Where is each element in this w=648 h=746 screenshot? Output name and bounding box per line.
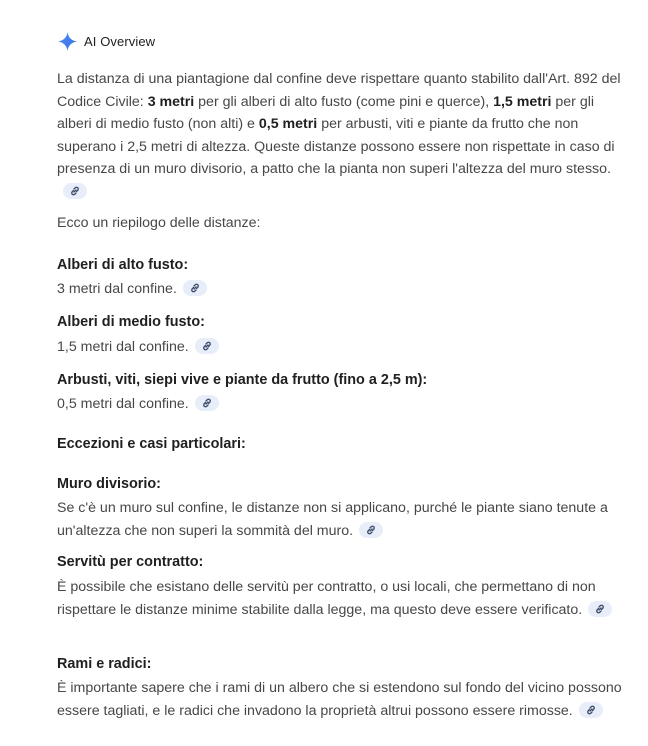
intro-text: per arbusti, viti e piante da frutto che non superano i 2,5 metri di altezza. Queste distanze possono essere non rispettate in caso di presenza di un muro divisorio, a patto che la pianta non superi l'altezza del muro stesso. [57,116,615,178]
distance-text-arbusti [57,393,629,415]
sparkle-icon [57,31,78,52]
exception-text: Se c'è un muro sul confine, le distanze non si applicano, purché le piante siano tenute a un'altezza che non superi la sommità del muro. [57,500,608,539]
source-link-button[interactable] [579,702,603,718]
intro-text: per gli alberi di medio fusto (non alti) e [57,93,595,133]
exception-text-servitu [57,576,629,621]
link-icon [201,397,213,409]
link-icon [201,340,213,352]
intro-text: La distanza di una piantagione dal confine deve rispettare quanto stabilito dall'Art. 892 del Codice Civile: [57,71,621,110]
exception-text: È possibile che esistano delle servitù per contratto, o usi locali, che permettano di non rispettare le distanze minime stabilite dalla legge, ma questo deve essere verificato. [57,579,596,618]
source-link-button[interactable] [183,280,207,296]
intro-bold-0-5m: 0,5 metri [258,116,318,133]
distance-text-alto-fusto [57,278,629,300]
intro-bold-1-5m: 1,5 metri [493,93,552,110]
link-icon [189,282,201,294]
link-icon [585,704,597,716]
link-icon [594,603,606,615]
exceptions-heading: Eccezioni e casi particolari: [57,436,246,452]
intro-text: per gli alberi di alto fusto (come pini e querce), [194,93,494,110]
summary-intro: Ecco un riepilogo delle distanze: [57,215,261,231]
exception-text-muro [57,497,629,542]
source-link-button[interactable] [195,338,219,354]
distance-title-arbusti: Arbusti, viti, siepi vive e piante da frutto (fino a 2,5 m): [57,372,428,388]
distance-text: 3 metri dal confine. [57,281,177,297]
source-link-button[interactable] [63,183,87,199]
intro-paragraph [57,68,629,204]
exception-title-servitu: Servitù per contratto: [57,554,204,570]
source-link-button[interactable] [588,601,612,617]
ai-overview-header [57,30,155,52]
link-icon [365,524,377,536]
ai-overview-title: AI Overview [84,33,156,49]
distance-text: 1,5 metri dal confine. [57,339,189,355]
distance-text-medio-fusto [57,336,629,358]
exception-title-rami: Rami e radici: [57,656,152,672]
distance-title-alto-fusto: Alberi di alto fusto: [57,257,189,273]
link-icon [69,185,81,197]
distance-title-medio-fusto: Alberi di medio fusto: [57,314,205,330]
distance-text: 0,5 metri dal confine. [57,396,189,412]
source-link-button[interactable] [359,522,383,538]
exception-text: È importante sapere che i rami di un albero che si estendono sul fondo del vicino possono essere tagliati, e le radici che invadono la proprietà altrui possono essere rimosse. [57,680,622,719]
exception-title-muro: Muro divisorio: [57,476,161,492]
source-link-button[interactable] [195,395,219,411]
exception-text-rami [57,677,629,722]
intro-bold-3m: 3 metri [147,93,195,110]
